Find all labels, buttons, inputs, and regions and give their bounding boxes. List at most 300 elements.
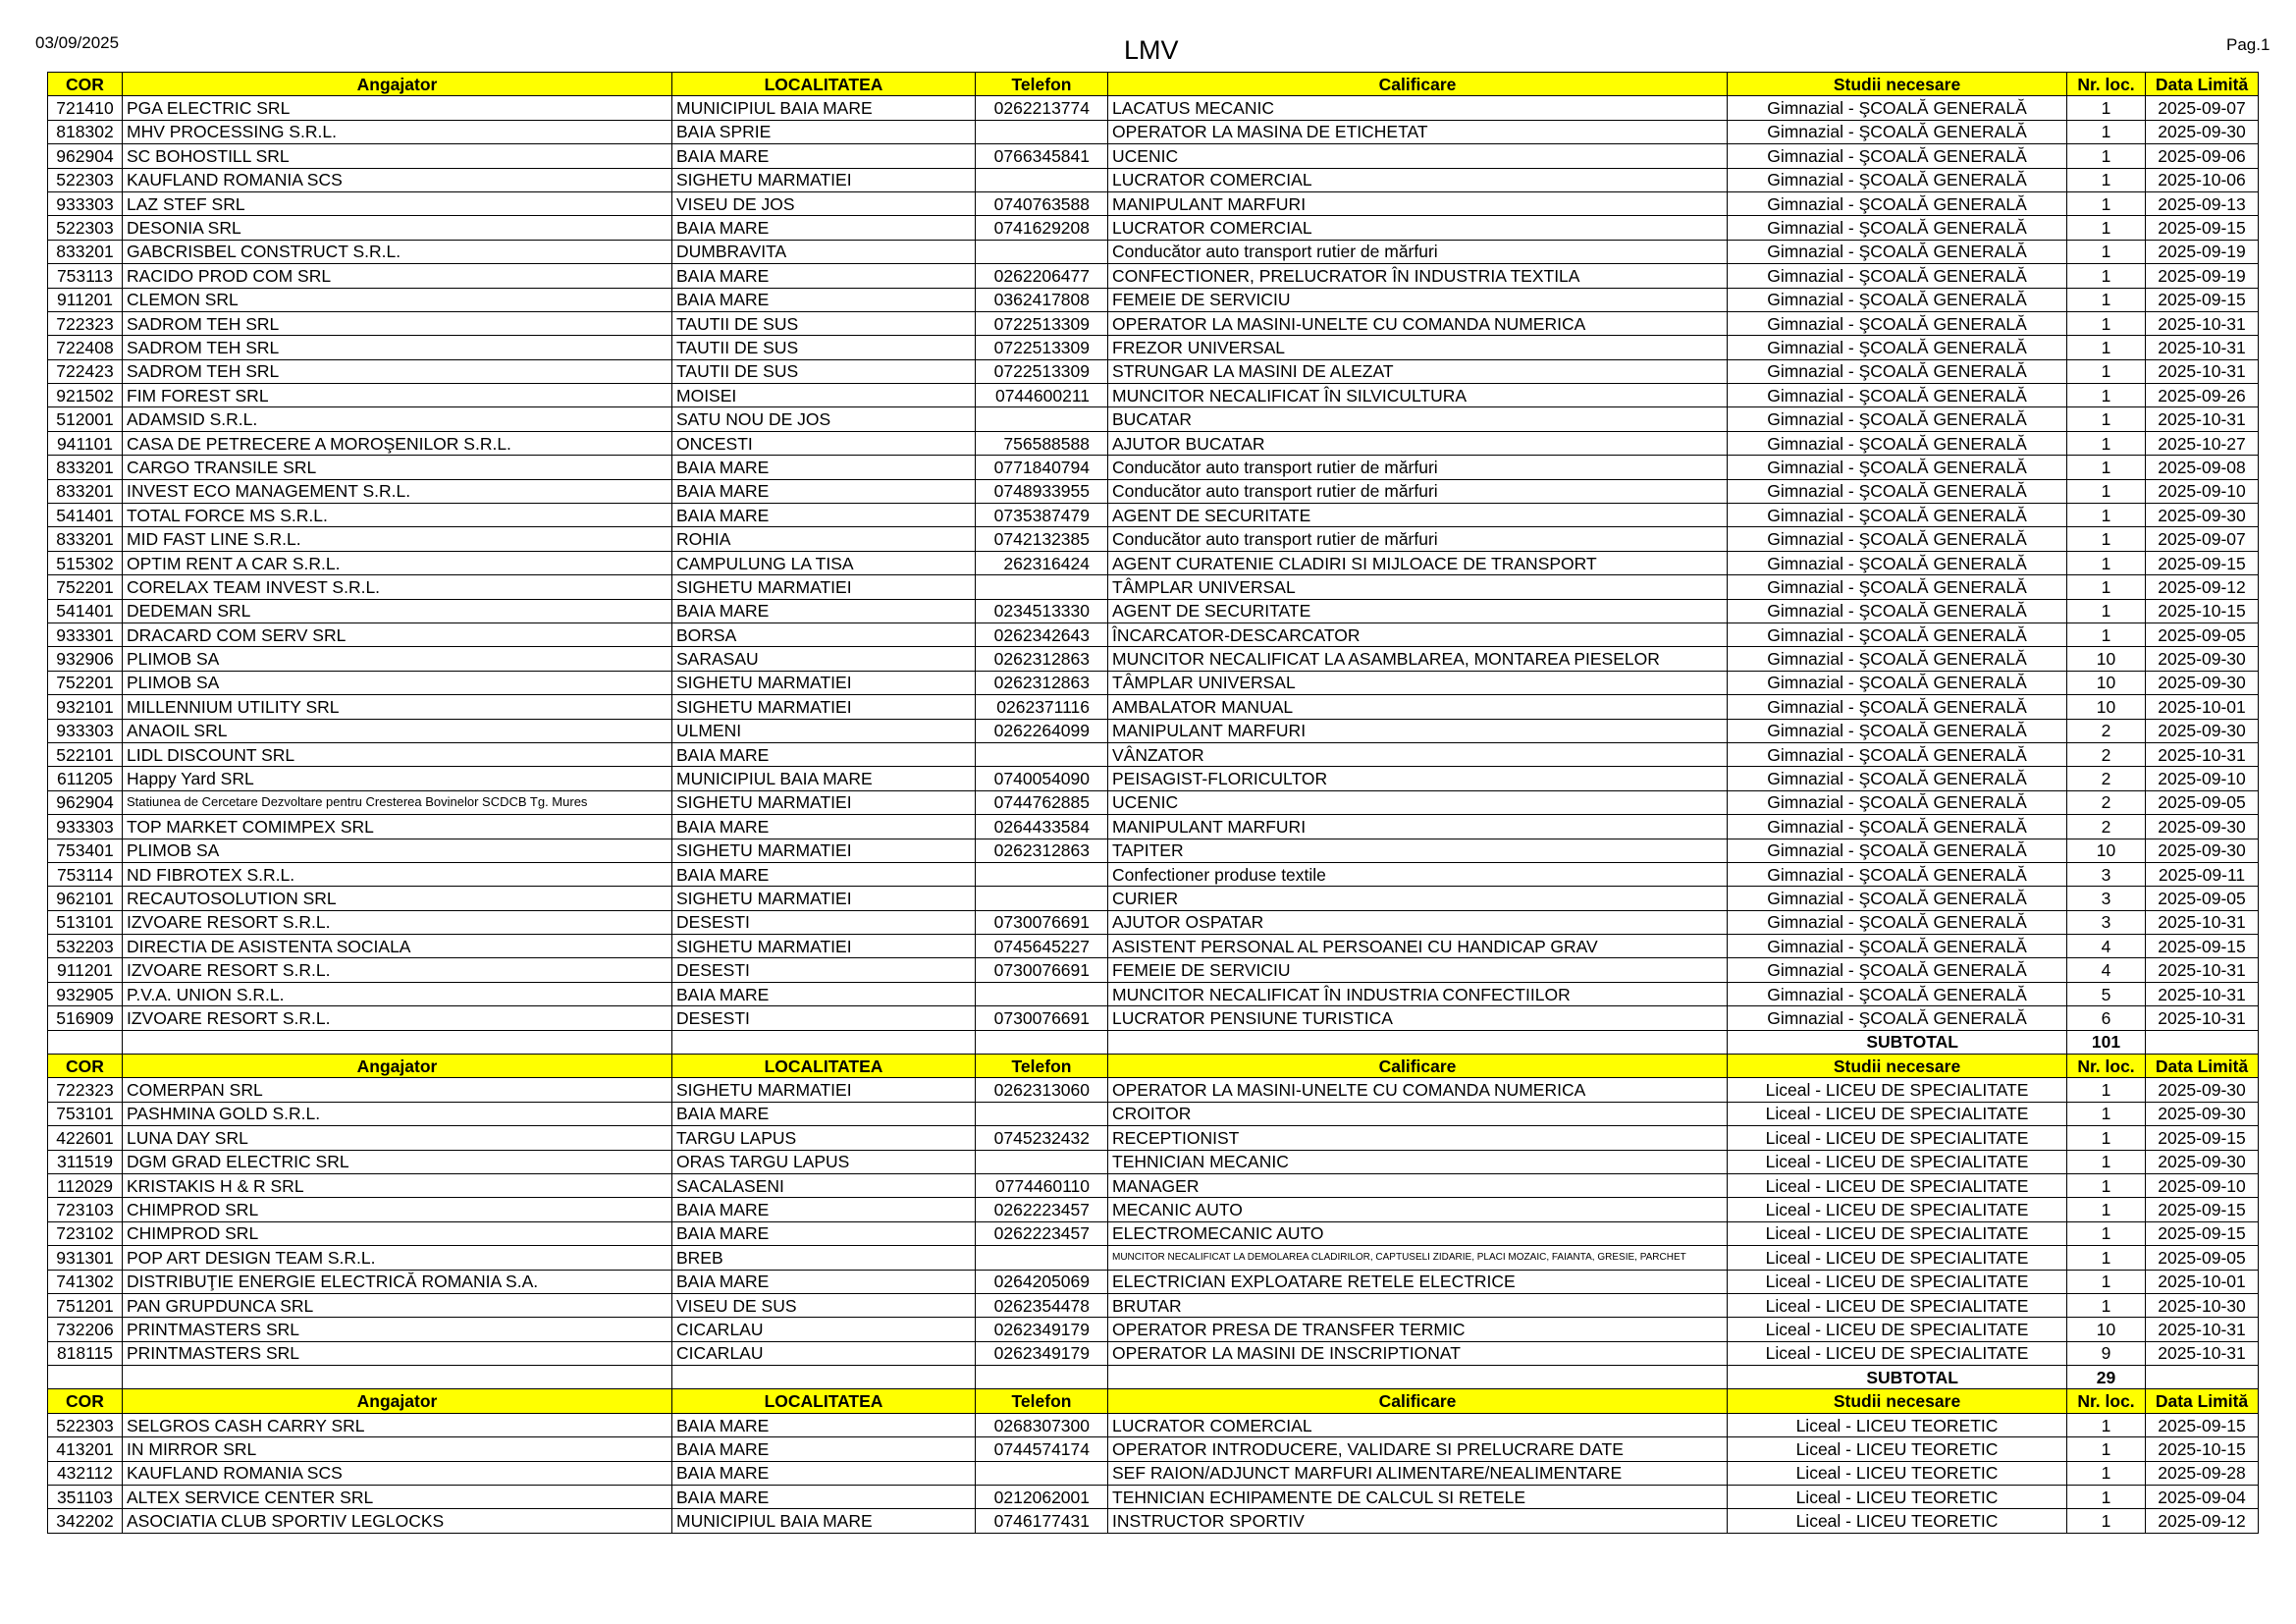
cell-employer: OPTIM RENT A CAR S.R.L. xyxy=(123,551,672,574)
cell-qualification: VÂNZATOR xyxy=(1108,742,1728,766)
cell-locality: ORAS TARGU LAPUS xyxy=(672,1150,976,1173)
cell-places: 4 xyxy=(2067,958,2146,982)
cell-places: 3 xyxy=(2067,862,2146,886)
cell-employer: DGM GRAD ELECTRIC SRL xyxy=(123,1150,672,1173)
cell-qualification: LUCRATOR COMERCIAL xyxy=(1108,216,1728,240)
header-row xyxy=(48,1389,2259,1413)
cell-studies: Gimnazial - ŞCOALĂ GENERALĂ xyxy=(1728,647,2067,671)
table-row xyxy=(48,1150,2259,1173)
cell-qualification: MANAGER xyxy=(1108,1173,1728,1197)
column-header-studies: Studii necesare xyxy=(1728,1389,2067,1413)
table-row xyxy=(48,1318,2259,1341)
cell-studies: Liceal - LICEU DE SPECIALITATE xyxy=(1728,1150,2067,1173)
cell-studies: Gimnazial - ŞCOALĂ GENERALĂ xyxy=(1728,1006,2067,1030)
cell-studies: Gimnazial - ŞCOALĂ GENERALĂ xyxy=(1728,168,2067,191)
table-row xyxy=(48,719,2259,742)
cell-locality: TAUTII DE SUS xyxy=(672,311,976,335)
cell-locality: SARASAU xyxy=(672,647,976,671)
cell-deadline: 2025-09-28 xyxy=(2146,1461,2259,1485)
cell-studies: Gimnazial - ŞCOALĂ GENERALĂ xyxy=(1728,359,2067,383)
cell-places: 1 xyxy=(2067,288,2146,311)
cell-qualification: OPERATOR LA MASINI DE INSCRIPTIONAT xyxy=(1108,1341,1728,1365)
cell-cor: 541401 xyxy=(48,599,123,623)
cell-locality: ROHIA xyxy=(672,527,976,551)
cell-phone: 0262312863 xyxy=(976,671,1108,694)
empty-cell xyxy=(123,1030,672,1054)
column-header-employer: Angajator xyxy=(123,1055,672,1078)
cell-deadline: 2025-09-30 xyxy=(2146,1078,2259,1102)
cell-phone xyxy=(976,1102,1108,1125)
cell-places: 1 xyxy=(2067,1246,2146,1270)
cell-employer: CHIMPROD SRL xyxy=(123,1221,672,1245)
table-row xyxy=(48,1341,2259,1365)
cell-cor: 818302 xyxy=(48,120,123,143)
table-row xyxy=(48,815,2259,839)
cell-deadline: 2025-09-15 xyxy=(2146,216,2259,240)
cell-qualification: LACATUS MECANIC xyxy=(1108,96,1728,120)
cell-studies: Gimnazial - ŞCOALĂ GENERALĂ xyxy=(1728,479,2067,503)
cell-qualification: MECANIC AUTO xyxy=(1108,1198,1728,1221)
cell-places: 1 xyxy=(2067,504,2146,527)
table-row xyxy=(48,359,2259,383)
cell-phone xyxy=(976,887,1108,910)
table-row xyxy=(48,742,2259,766)
cell-locality: CICARLAU xyxy=(672,1341,976,1365)
cell-places: 1 xyxy=(2067,96,2146,120)
table-row xyxy=(48,407,2259,431)
table-row xyxy=(48,1078,2259,1102)
cell-studies: Liceal - LICEU TEORETIC xyxy=(1728,1509,2067,1533)
cell-locality: MUNICIPIUL BAIA MARE xyxy=(672,767,976,790)
cell-cor: 722408 xyxy=(48,336,123,359)
cell-deadline: 2025-10-31 xyxy=(2146,1341,2259,1365)
cell-locality: MOISEI xyxy=(672,384,976,407)
cell-qualification: TÂMPLAR UNIVERSAL xyxy=(1108,671,1728,694)
cell-qualification: CROITOR xyxy=(1108,1102,1728,1125)
cell-locality: SIGHETU MARMATIEI xyxy=(672,790,976,814)
column-header-employer: Angajator xyxy=(123,1389,672,1413)
cell-qualification: MUNCITOR NECALIFICAT ÎN SILVICULTURA xyxy=(1108,384,1728,407)
cell-qualification: LUCRATOR COMERCIAL xyxy=(1108,168,1728,191)
table-row xyxy=(48,191,2259,215)
cell-locality: BAIA MARE xyxy=(672,599,976,623)
cell-studies: Gimnazial - ŞCOALĂ GENERALĂ xyxy=(1728,144,2067,168)
subtotal-value: 29 xyxy=(2067,1366,2146,1389)
table-row xyxy=(48,1293,2259,1317)
cell-studies: Gimnazial - ŞCOALĂ GENERALĂ xyxy=(1728,216,2067,240)
cell-qualification: STRUNGAR LA MASINI DE ALEZAT xyxy=(1108,359,1728,383)
cell-places: 1 xyxy=(2067,240,2146,263)
cell-deadline: 2025-09-05 xyxy=(2146,790,2259,814)
cell-locality: BAIA MARE xyxy=(672,742,976,766)
cell-qualification: MANIPULANT MARFURI xyxy=(1108,191,1728,215)
cell-deadline: 2025-09-15 xyxy=(2146,551,2259,574)
cell-phone: 262316424 xyxy=(976,551,1108,574)
cell-studies: Gimnazial - ŞCOALĂ GENERALĂ xyxy=(1728,336,2067,359)
cell-cor: 941101 xyxy=(48,431,123,455)
column-header-studies: Studii necesare xyxy=(1728,73,2067,96)
cell-employer: TOTAL FORCE MS S.R.L. xyxy=(123,504,672,527)
column-header-qualification: Calificare xyxy=(1108,1055,1728,1078)
cell-cor: 833201 xyxy=(48,479,123,503)
table-row xyxy=(48,1437,2259,1461)
table-row xyxy=(48,168,2259,191)
cell-qualification: AJUTOR BUCATAR xyxy=(1108,431,1728,455)
cell-cor: 513101 xyxy=(48,910,123,934)
table-row xyxy=(48,671,2259,694)
cell-phone: 0742132385 xyxy=(976,527,1108,551)
cell-phone: 0262342643 xyxy=(976,623,1108,646)
column-header-qualification: Calificare xyxy=(1108,73,1728,96)
cell-qualification: INSTRUCTOR SPORTIV xyxy=(1108,1509,1728,1533)
column-header-places: Nr. loc. xyxy=(2067,73,2146,96)
cell-employer: ADAMSID S.R.L. xyxy=(123,407,672,431)
cell-locality: ULMENI xyxy=(672,719,976,742)
cell-deadline: 2025-09-07 xyxy=(2146,527,2259,551)
cell-cor: 932905 xyxy=(48,982,123,1005)
cell-deadline: 2025-10-06 xyxy=(2146,168,2259,191)
cell-studies: Liceal - LICEU DE SPECIALITATE xyxy=(1728,1318,2067,1341)
column-header-employer: Angajator xyxy=(123,73,672,96)
cell-cor: 722323 xyxy=(48,311,123,335)
table-row xyxy=(48,1461,2259,1485)
cell-phone xyxy=(976,120,1108,143)
cell-places: 1 xyxy=(2067,144,2146,168)
cell-qualification: Conducător auto transport rutier de mărfuri xyxy=(1108,240,1728,263)
empty-cell xyxy=(672,1366,976,1389)
cell-phone: 0262349179 xyxy=(976,1318,1108,1341)
cell-qualification: MUNCITOR NECALIFICAT LA ASAMBLAREA, MONTAREA PIESELOR xyxy=(1108,647,1728,671)
cell-qualification: AMBALATOR MANUAL xyxy=(1108,695,1728,719)
cell-places: 1 xyxy=(2067,1270,2146,1293)
cell-cor: 933303 xyxy=(48,719,123,742)
cell-locality: DUMBRAVITA xyxy=(672,240,976,263)
cell-employer: ND FIBROTEX S.R.L. xyxy=(123,862,672,886)
cell-studies: Gimnazial - ŞCOALĂ GENERALĂ xyxy=(1728,790,2067,814)
cell-phone: 0722513309 xyxy=(976,359,1108,383)
cell-studies: Gimnazial - ŞCOALĂ GENERALĂ xyxy=(1728,982,2067,1005)
cell-phone xyxy=(976,1461,1108,1485)
cell-cor: 723103 xyxy=(48,1198,123,1221)
cell-places: 1 xyxy=(2067,1509,2146,1533)
cell-qualification: TAPITER xyxy=(1108,839,1728,862)
table-row xyxy=(48,479,2259,503)
cell-deadline: 2025-10-31 xyxy=(2146,742,2259,766)
cell-locality: TAUTII DE SUS xyxy=(672,359,976,383)
cell-studies: Gimnazial - ŞCOALĂ GENERALĂ xyxy=(1728,288,2067,311)
cell-phone: 0262223457 xyxy=(976,1198,1108,1221)
column-header-phone: Telefon xyxy=(976,1055,1108,1078)
column-header-cor: COR xyxy=(48,1055,123,1078)
column-header-deadline: Data Limită xyxy=(2146,1389,2259,1413)
cell-phone: 0745232432 xyxy=(976,1126,1108,1150)
cell-employer: CASA DE PETRECERE A MOROŞENILOR S.R.L. xyxy=(123,431,672,455)
cell-deadline: 2025-09-30 xyxy=(2146,839,2259,862)
cell-deadline: 2025-09-15 xyxy=(2146,1126,2259,1150)
cell-places: 3 xyxy=(2067,887,2146,910)
cell-phone: 0722513309 xyxy=(976,311,1108,335)
cell-locality: SIGHETU MARMATIEI xyxy=(672,935,976,958)
cell-cor: 932101 xyxy=(48,695,123,719)
cell-employer: Statiunea de Cercetare Dezvoltare pentru Cresterea Bovinelor SCDCB Tg. Mures xyxy=(123,790,672,814)
table-row xyxy=(48,1246,2259,1270)
cell-phone: 0262206477 xyxy=(976,264,1108,288)
cell-phone: 0730076691 xyxy=(976,958,1108,982)
cell-employer: DIRECTIA DE ASISTENTA SOCIALA xyxy=(123,935,672,958)
cell-employer: CLEMON SRL xyxy=(123,288,672,311)
cell-studies: Liceal - LICEU DE SPECIALITATE xyxy=(1728,1173,2067,1197)
cell-qualification: OPERATOR PRESA DE TRANSFER TERMIC xyxy=(1108,1318,1728,1341)
cell-deadline: 2025-09-05 xyxy=(2146,887,2259,910)
cell-cor: 911201 xyxy=(48,958,123,982)
cell-employer: PLIMOB SA xyxy=(123,671,672,694)
cell-deadline: 2025-09-13 xyxy=(2146,191,2259,215)
cell-deadline: 2025-10-31 xyxy=(2146,982,2259,1005)
cell-cor: 753401 xyxy=(48,839,123,862)
table-row xyxy=(48,1509,2259,1533)
cell-deadline: 2025-10-31 xyxy=(2146,407,2259,431)
cell-qualification: Conducător auto transport rutier de mărfuri xyxy=(1108,527,1728,551)
cell-places: 1 xyxy=(2067,191,2146,215)
table-row xyxy=(48,695,2259,719)
table-row xyxy=(48,431,2259,455)
table-row xyxy=(48,839,2259,862)
cell-studies: Gimnazial - ŞCOALĂ GENERALĂ xyxy=(1728,767,2067,790)
cell-places: 1 xyxy=(2067,551,2146,574)
empty-cell xyxy=(2146,1030,2259,1054)
cell-locality: SACALASENI xyxy=(672,1173,976,1197)
table-row xyxy=(48,144,2259,168)
cell-locality: SIGHETU MARMATIEI xyxy=(672,839,976,862)
cell-locality: SIGHETU MARMATIEI xyxy=(672,671,976,694)
empty-cell xyxy=(48,1030,123,1054)
cell-qualification: TEHNICIAN ECHIPAMENTE DE CALCUL SI RETELE xyxy=(1108,1486,1728,1509)
cell-studies: Gimnazial - ŞCOALĂ GENERALĂ xyxy=(1728,240,2067,263)
cell-cor: 752201 xyxy=(48,575,123,599)
cell-cor: 833201 xyxy=(48,240,123,263)
cell-deadline: 2025-09-12 xyxy=(2146,1509,2259,1533)
cell-studies: Gimnazial - ŞCOALĂ GENERALĂ xyxy=(1728,623,2067,646)
cell-phone: 756588588 xyxy=(976,431,1108,455)
cell-employer: CORELAX TEAM INVEST S.R.L. xyxy=(123,575,672,599)
cell-locality: BAIA MARE xyxy=(672,1221,976,1245)
cell-cor: 732206 xyxy=(48,1318,123,1341)
cell-cor: 522303 xyxy=(48,216,123,240)
cell-phone: 0730076691 xyxy=(976,910,1108,934)
cell-phone: 0722513309 xyxy=(976,336,1108,359)
cell-places: 1 xyxy=(2067,479,2146,503)
table-row xyxy=(48,1413,2259,1436)
cell-phone: 0766345841 xyxy=(976,144,1108,168)
cell-deadline: 2025-10-15 xyxy=(2146,1437,2259,1461)
cell-studies: Gimnazial - ŞCOALĂ GENERALĂ xyxy=(1728,958,2067,982)
cell-cor: 722423 xyxy=(48,359,123,383)
table-row xyxy=(48,1221,2259,1245)
cell-employer: IZVOARE RESORT S.R.L. xyxy=(123,1006,672,1030)
cell-phone: 0744762885 xyxy=(976,790,1108,814)
cell-places: 5 xyxy=(2067,982,2146,1005)
cell-deadline: 2025-10-31 xyxy=(2146,311,2259,335)
cell-studies: Gimnazial - ŞCOALĂ GENERALĂ xyxy=(1728,407,2067,431)
cell-cor: 522101 xyxy=(48,742,123,766)
cell-employer: CARGO TRANSILE SRL xyxy=(123,456,672,479)
table-row xyxy=(48,311,2259,335)
cell-locality: BAIA MARE xyxy=(672,982,976,1005)
cell-employer: PAN GRUPDUNCA SRL xyxy=(123,1293,672,1317)
cell-studies: Liceal - LICEU DE SPECIALITATE xyxy=(1728,1198,2067,1221)
cell-locality: BAIA MARE xyxy=(672,1486,976,1509)
cell-deadline: 2025-10-31 xyxy=(2146,336,2259,359)
cell-cor: 112029 xyxy=(48,1173,123,1197)
cell-places: 1 xyxy=(2067,456,2146,479)
cell-studies: Gimnazial - ŞCOALĂ GENERALĂ xyxy=(1728,527,2067,551)
cell-employer: PASHMINA GOLD S.R.L. xyxy=(123,1102,672,1125)
table-row xyxy=(48,1486,2259,1509)
column-header-locality: LOCALITATEA xyxy=(672,73,976,96)
cell-qualification: MANIPULANT MARFURI xyxy=(1108,815,1728,839)
cell-qualification: OPERATOR LA MASINI-UNELTE CU COMANDA NUMERICA xyxy=(1108,1078,1728,1102)
cell-studies: Liceal - LICEU DE SPECIALITATE xyxy=(1728,1126,2067,1150)
cell-cor: 432112 xyxy=(48,1461,123,1485)
column-header-studies: Studii necesare xyxy=(1728,1055,2067,1078)
cell-cor: 753113 xyxy=(48,264,123,288)
cell-qualification: MANIPULANT MARFURI xyxy=(1108,719,1728,742)
cell-deadline: 2025-09-30 xyxy=(2146,1102,2259,1125)
cell-locality: BAIA MARE xyxy=(672,1102,976,1125)
cell-cor: 833201 xyxy=(48,456,123,479)
cell-qualification: AGENT DE SECURITATE xyxy=(1108,599,1728,623)
cell-studies: Gimnazial - ŞCOALĂ GENERALĂ xyxy=(1728,815,2067,839)
cell-studies: Gimnazial - ŞCOALĂ GENERALĂ xyxy=(1728,935,2067,958)
cell-employer: FIM FOREST SRL xyxy=(123,384,672,407)
table-row xyxy=(48,1126,2259,1150)
cell-places: 1 xyxy=(2067,431,2146,455)
cell-locality: BAIA MARE xyxy=(672,144,976,168)
cell-employer: P.V.A. UNION S.R.L. xyxy=(123,982,672,1005)
cell-qualification: CURIER xyxy=(1108,887,1728,910)
cell-studies: Gimnazial - ŞCOALĂ GENERALĂ xyxy=(1728,551,2067,574)
cell-cor: 522303 xyxy=(48,168,123,191)
cell-cor: 962101 xyxy=(48,887,123,910)
cell-phone: 0735387479 xyxy=(976,504,1108,527)
cell-qualification: BRUTAR xyxy=(1108,1293,1728,1317)
cell-cor: 931301 xyxy=(48,1246,123,1270)
table-row xyxy=(48,623,2259,646)
cell-places: 1 xyxy=(2067,1126,2146,1150)
cell-locality: BORSA xyxy=(672,623,976,646)
cell-places: 6 xyxy=(2067,1006,2146,1030)
cell-qualification: FEMEIE DE SERVICIU xyxy=(1108,288,1728,311)
cell-cor: 752201 xyxy=(48,671,123,694)
cell-qualification: UCENIC xyxy=(1108,144,1728,168)
cell-phone xyxy=(976,168,1108,191)
cell-phone: 0748933955 xyxy=(976,479,1108,503)
cell-locality: MUNICIPIUL BAIA MARE xyxy=(672,1509,976,1533)
cell-deadline: 2025-09-10 xyxy=(2146,767,2259,790)
cell-employer: POP ART DESIGN TEAM S.R.L. xyxy=(123,1246,672,1270)
cell-studies: Gimnazial - ŞCOALĂ GENERALĂ xyxy=(1728,599,2067,623)
cell-qualification: BUCATAR xyxy=(1108,407,1728,431)
cell-locality: BAIA MARE xyxy=(672,456,976,479)
cell-cor: 818115 xyxy=(48,1341,123,1365)
cell-places: 1 xyxy=(2067,384,2146,407)
cell-studies: Liceal - LICEU TEORETIC xyxy=(1728,1437,2067,1461)
cell-places: 1 xyxy=(2067,1078,2146,1102)
cell-studies: Gimnazial - ŞCOALĂ GENERALĂ xyxy=(1728,671,2067,694)
cell-locality: BAIA MARE xyxy=(672,504,976,527)
table-row xyxy=(48,910,2259,934)
cell-deadline: 2025-09-30 xyxy=(2146,1150,2259,1173)
cell-phone xyxy=(976,742,1108,766)
cell-employer: PRINTMASTERS SRL xyxy=(123,1341,672,1365)
cell-phone: 0745645227 xyxy=(976,935,1108,958)
cell-cor: 512001 xyxy=(48,407,123,431)
cell-qualification: SEF RAION/ADJUNCT MARFURI ALIMENTARE/NEALIMENTARE xyxy=(1108,1461,1728,1485)
cell-phone xyxy=(976,240,1108,263)
cell-places: 1 xyxy=(2067,623,2146,646)
table-row xyxy=(48,887,2259,910)
empty-cell xyxy=(976,1030,1108,1054)
cell-phone: 0262313060 xyxy=(976,1078,1108,1102)
cell-qualification: RECEPTIONIST xyxy=(1108,1126,1728,1150)
table-row xyxy=(48,264,2259,288)
header-row xyxy=(48,1055,2259,1078)
cell-employer: RECAUTOSOLUTION SRL xyxy=(123,887,672,910)
cell-places: 1 xyxy=(2067,359,2146,383)
cell-employer: RACIDO PROD COM SRL xyxy=(123,264,672,288)
cell-places: 10 xyxy=(2067,839,2146,862)
cell-deadline: 2025-10-31 xyxy=(2146,1318,2259,1341)
cell-cor: 516909 xyxy=(48,1006,123,1030)
cell-deadline: 2025-09-15 xyxy=(2146,935,2259,958)
cell-cor: 342202 xyxy=(48,1509,123,1533)
cell-deadline: 2025-09-30 xyxy=(2146,671,2259,694)
cell-locality: CICARLAU xyxy=(672,1318,976,1341)
cell-locality: ONCESTI xyxy=(672,431,976,455)
cell-places: 1 xyxy=(2067,168,2146,191)
cell-qualification: TÂMPLAR UNIVERSAL xyxy=(1108,575,1728,599)
cell-deadline: 2025-10-27 xyxy=(2146,431,2259,455)
cell-places: 1 xyxy=(2067,527,2146,551)
cell-deadline: 2025-09-19 xyxy=(2146,264,2259,288)
cell-cor: 351103 xyxy=(48,1486,123,1509)
table-row xyxy=(48,96,2259,120)
cell-qualification: Conducător auto transport rutier de mărfuri xyxy=(1108,456,1728,479)
table-row xyxy=(48,935,2259,958)
table-row xyxy=(48,575,2259,599)
table-row xyxy=(48,336,2259,359)
cell-qualification: AGENT DE SECURITATE xyxy=(1108,504,1728,527)
column-header-deadline: Data Limită xyxy=(2146,1055,2259,1078)
subtotal-row xyxy=(48,1030,2259,1054)
cell-qualification: MUNCITOR NECALIFICAT LA DEMOLAREA CLADIRILOR, CAPTUSELI ZIDARIE, PLACI MOZAIC, FAIANTA, GRESIE, PARCHET xyxy=(1108,1246,1728,1270)
cell-employer: PLIMOB SA xyxy=(123,839,672,862)
cell-employer: DEDEMAN SRL xyxy=(123,599,672,623)
cell-phone: 0264205069 xyxy=(976,1270,1108,1293)
cell-employer: MHV PROCESSING S.R.L. xyxy=(123,120,672,143)
cell-places: 1 xyxy=(2067,1461,2146,1485)
table-row xyxy=(48,1173,2259,1197)
cell-phone: 0730076691 xyxy=(976,1006,1108,1030)
cell-qualification: CONFECTIONER, PRELUCRATOR ÎN INDUSTRIA TEXTILA xyxy=(1108,264,1728,288)
cell-employer: SADROM TEH SRL xyxy=(123,359,672,383)
cell-studies: Gimnazial - ŞCOALĂ GENERALĂ xyxy=(1728,695,2067,719)
cell-studies: Liceal - LICEU DE SPECIALITATE xyxy=(1728,1293,2067,1317)
column-header-qualification: Calificare xyxy=(1108,1389,1728,1413)
cell-phone xyxy=(976,575,1108,599)
cell-studies: Gimnazial - ŞCOALĂ GENERALĂ xyxy=(1728,264,2067,288)
cell-cor: 532203 xyxy=(48,935,123,958)
